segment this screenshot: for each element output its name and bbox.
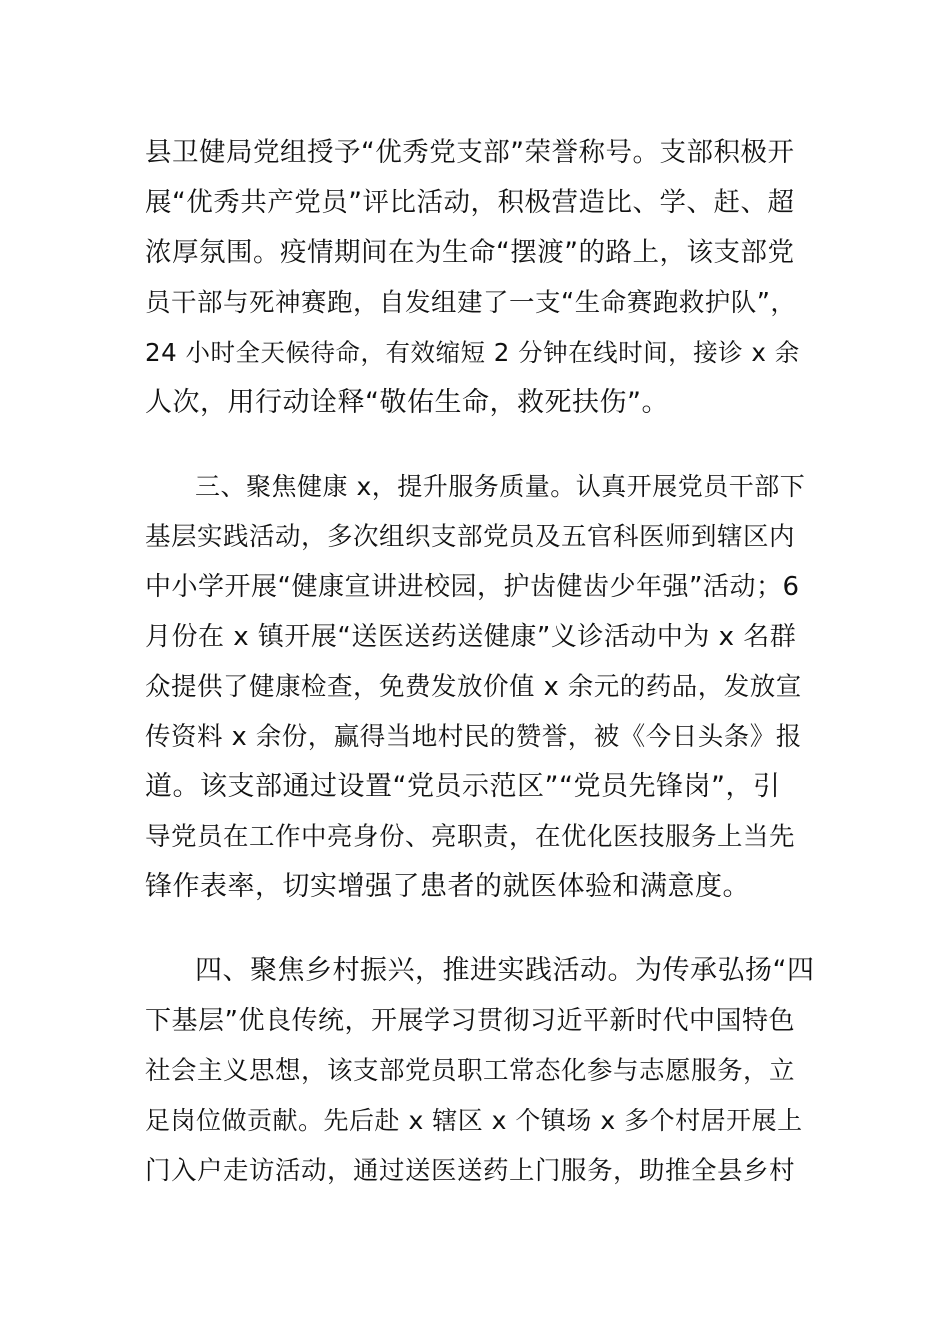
text-line: 传资料 x 余份，赢得当地村民的赞誉，被《今日头条》报 <box>145 722 802 752</box>
text-line: 县卫健局党组授予“优秀党支部”荣誉称号。支部积极开 <box>145 137 795 168</box>
text-line: 员干部与死神赛跑，自发组建了一支“生命赛跑救护队”， <box>145 288 797 318</box>
text-line: 基层实践活动，多次组织支部党员及五官科医师到辖区内 <box>145 522 796 552</box>
text-line: 人次，用行动诠释“敬佑生命，救死扶伤”。 <box>145 387 669 418</box>
text-line: 门入户走访活动，通过送医送药上门服务，助推全县乡村 <box>145 1156 796 1186</box>
text-line: 中小学开展“健康宣讲进校园，护齿健齿少年强”活动；6 <box>145 572 800 602</box>
text-line: 月份在 x 镇开展“送医送药送健康”义诊活动中为 x 名群 <box>145 622 797 652</box>
text-line: 下基层”优良传统，开展学习贯彻习近平新时代中国特色 <box>145 1006 795 1036</box>
text-line: 导党员在工作中亮身份、亮职责，在优化医技服务上当先 <box>145 822 796 852</box>
paragraph-heading-line: 四、聚焦乡村振兴，推进实践活动。为传承弘扬“四 <box>195 955 815 986</box>
text-line: 浓厚氛围。疫情期间在为生命“摆渡”的路上，该支部党 <box>145 237 795 268</box>
text-line: 锋作表率，切实增强了患者的就医体验和满意度。 <box>145 871 750 902</box>
text-line: 道。该支部通过设置“党员示范区”“党员先锋岗”，引 <box>145 771 781 802</box>
text-line: 24 小时全天候待命，有效缩短 2 分钟在线时间，接诊 x 余 <box>145 338 800 367</box>
paragraph-heading-line: 三、聚焦健康 x，提升服务质量。认真开展党员干部下 <box>195 472 806 501</box>
text-line: 众提供了健康检查，免费发放价值 x 余元的药品，发放宣 <box>145 672 802 702</box>
text-line: 社会主义思想，该支部党员职工常态化参与志愿服务，立 <box>145 1056 796 1086</box>
text-line: 足岗位做贡献。先后赴 x 辖区 x 个镇场 x 多个村居开展上 <box>145 1106 803 1135</box>
text-line: 展“优秀共产党员”评比活动，积极营造比、学、赶、超 <box>145 187 795 218</box>
